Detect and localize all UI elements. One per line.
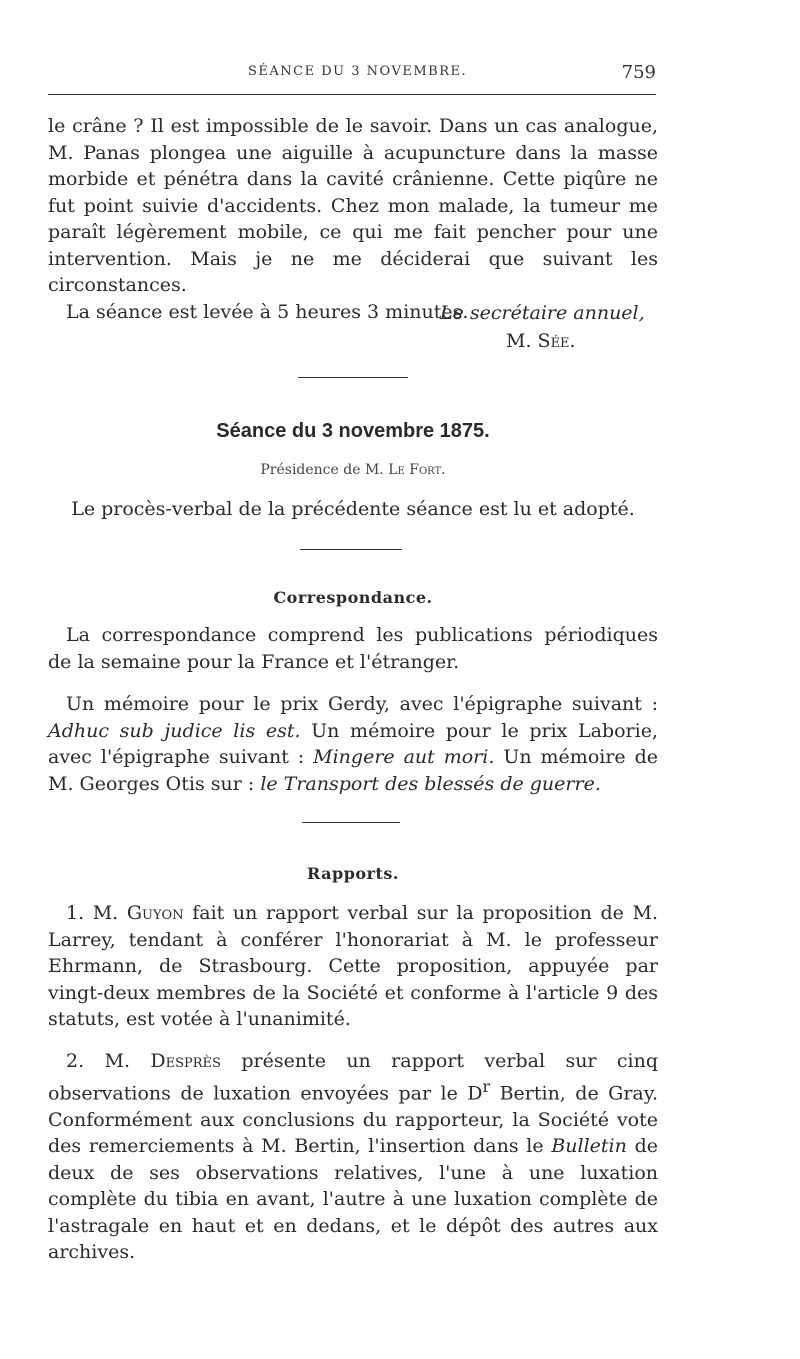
separator (298, 377, 408, 378)
signature-name: M. Sée. (506, 330, 576, 352)
presidence-line: Présidence de M. Le Fort. (260, 462, 446, 478)
session-title: Séance du 3 novembre 1875. (216, 420, 490, 442)
separator (302, 822, 400, 823)
rapport-1: 1. M. Guyon fait un rapport verbal sur la proposition de M. Larrey, tendant à conférer l'honorariat à M. le professeur Ehrmann, de Strasbourg. Cette proposition, appuyée par vingt-deux membres de la Société et conforme à l'article 9 des statuts, est votée à l'unanimité. (48, 902, 658, 1030)
correspondance-heading: Correspondance. (273, 588, 433, 607)
intro-block (48, 113, 658, 325)
proces-verbal: Le procès-verbal de la précédente séance est lu et adopté. (71, 498, 635, 520)
header-title: SÉANCE DU 3 NOVEMBRE. (248, 64, 468, 79)
header-rule (48, 94, 656, 95)
signature-role: Le secrétaire annuel, (440, 302, 645, 324)
rapports-heading: Rapports. (307, 864, 399, 883)
correspondance-block (48, 622, 658, 797)
page-number: 759 (621, 62, 656, 83)
running-header (48, 60, 656, 86)
separator (300, 549, 402, 550)
correspondance-paragraph-2: Un mémoire pour le prix Gerdy, avec l'épigraphe suivant : Adhuc sub judice lis est. Un mémoire pour le prix Laborie, avec l'épigraphe suivant : Mingere aut mori. Un mémoire de M. Georges Otis sur : le Transport des blessés de guerre. (48, 693, 659, 795)
closing-line: La séance est levée à 5 heures 3 minutes. (66, 300, 469, 323)
superscript: r (482, 1077, 491, 1096)
rapport-2: 2. M. Desprès présente un rapport verbal sur cinq observations de luxation envoyées par le $D^r$ Bertin, de Gray. Conformément aux conclusions du rapporteur, la Société vote des remerciements à M. Bertin, l'insertion dans le Bulletin de deux de ses observations relatives, l'une à une luxation complète du tibia en avant, l'autre à une luxation complète de l'astragale en haut et en dedans, et le dépôt des autres aux archives. (48, 1049, 659, 1264)
intro-paragraph: le crâne ? Il est impossible de le savoir. Dans un cas analogue, M. Panas plongea une aiguille à acupuncture dans la masse morbide et pénétra dans la cavité crânienne. Cette piqûre ne fut point suivie d'accidents. Chez mon malade, la tumeur me paraît légèrement mobile, ce qui me fait pencher pour une intervention. Mais je ne me déciderai que suivant les circonstances. (48, 115, 658, 296)
rapports-block (48, 900, 658, 1266)
correspondance-paragraph-1: La correspondance comprend les publications périodiques de la semaine pour la France et l'étranger. (48, 624, 658, 673)
